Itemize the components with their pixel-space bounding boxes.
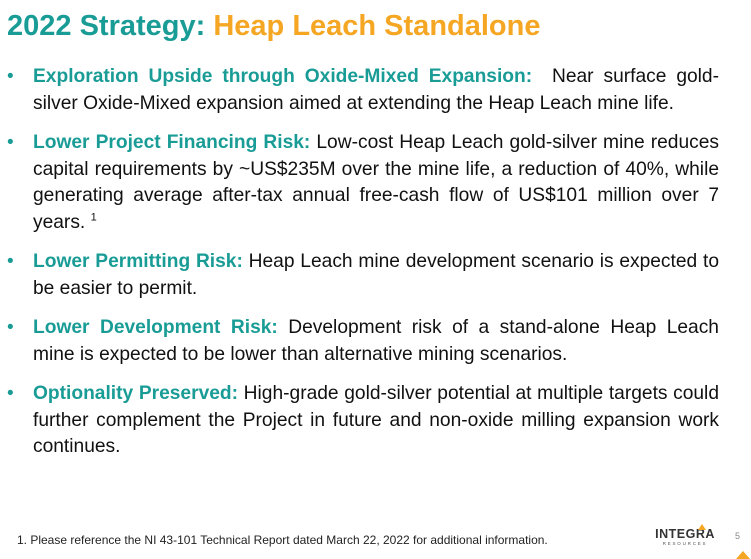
bullet-text: Low-cost Heap Leach gold-silver mine reduces capital requirements by ~US$235M over the mine life, a reduction of 40%, while generating average after-tax annual free-cash flow of US$101 million over 7 years. <box>33 132 719 233</box>
bullet-dot-icon: • <box>7 66 14 87</box>
bullet-dot-icon: • <box>7 383 14 404</box>
bullet-heading: Lower Development Risk: <box>33 317 278 338</box>
footnote: 1. Please reference the NI 43-101 Technical Report dated March 22, 2022 for additional information. <box>17 533 548 547</box>
strategy-bullet-list <box>7 64 719 474</box>
bullet-permitting-risk <box>7 249 719 302</box>
bullet-dot-icon: • <box>7 251 14 272</box>
bullet-text: Heap Leach mine development scenario is expected to be easier to permit. <box>33 251 719 299</box>
integra-logo <box>650 528 720 547</box>
bullet-heading: Exploration Upside through Oxide-Mixed Expansion: <box>33 66 533 87</box>
bullet-text: Development risk of a stand-alone Heap Leach mine is expected to be lower than alternative mining scenarios. <box>33 317 719 365</box>
bullet-exploration-upside <box>7 64 719 117</box>
title-part-strategy: 2022 Strategy: <box>7 10 206 42</box>
corner-triangle-icon <box>736 551 750 559</box>
page-number: 5 <box>735 531 741 541</box>
logo-accent-icon <box>698 524 706 530</box>
bullet-text: High-grade gold-silver potential at multiple targets could further complement the Project in future and non-oxide milling expansion work continues. <box>33 383 719 457</box>
logo-subtitle: RESOURCES <box>662 541 708 546</box>
bullet-development-risk <box>7 315 719 368</box>
bullet-text: Near surface gold-silver Oxide-Mixed expansion aimed at extending the Heap Leach mine life. <box>33 66 719 114</box>
bullet-heading: Lower Project Financing Risk: <box>33 132 311 153</box>
slide-title <box>7 8 541 44</box>
bullet-dot-icon: • <box>7 132 14 153</box>
bullet-financing-risk <box>7 130 719 236</box>
bullet-heading: Lower Permitting Risk: <box>33 251 243 272</box>
footnote-reference: 1 <box>90 211 97 224</box>
bullet-dot-icon: • <box>7 317 14 338</box>
bullet-heading: Optionality Preserved: <box>33 383 239 404</box>
title-part-heap-leach: Heap Leach Standalone <box>213 10 541 42</box>
logo-name: INTEGRA <box>655 527 715 541</box>
bullet-optionality <box>7 381 719 461</box>
